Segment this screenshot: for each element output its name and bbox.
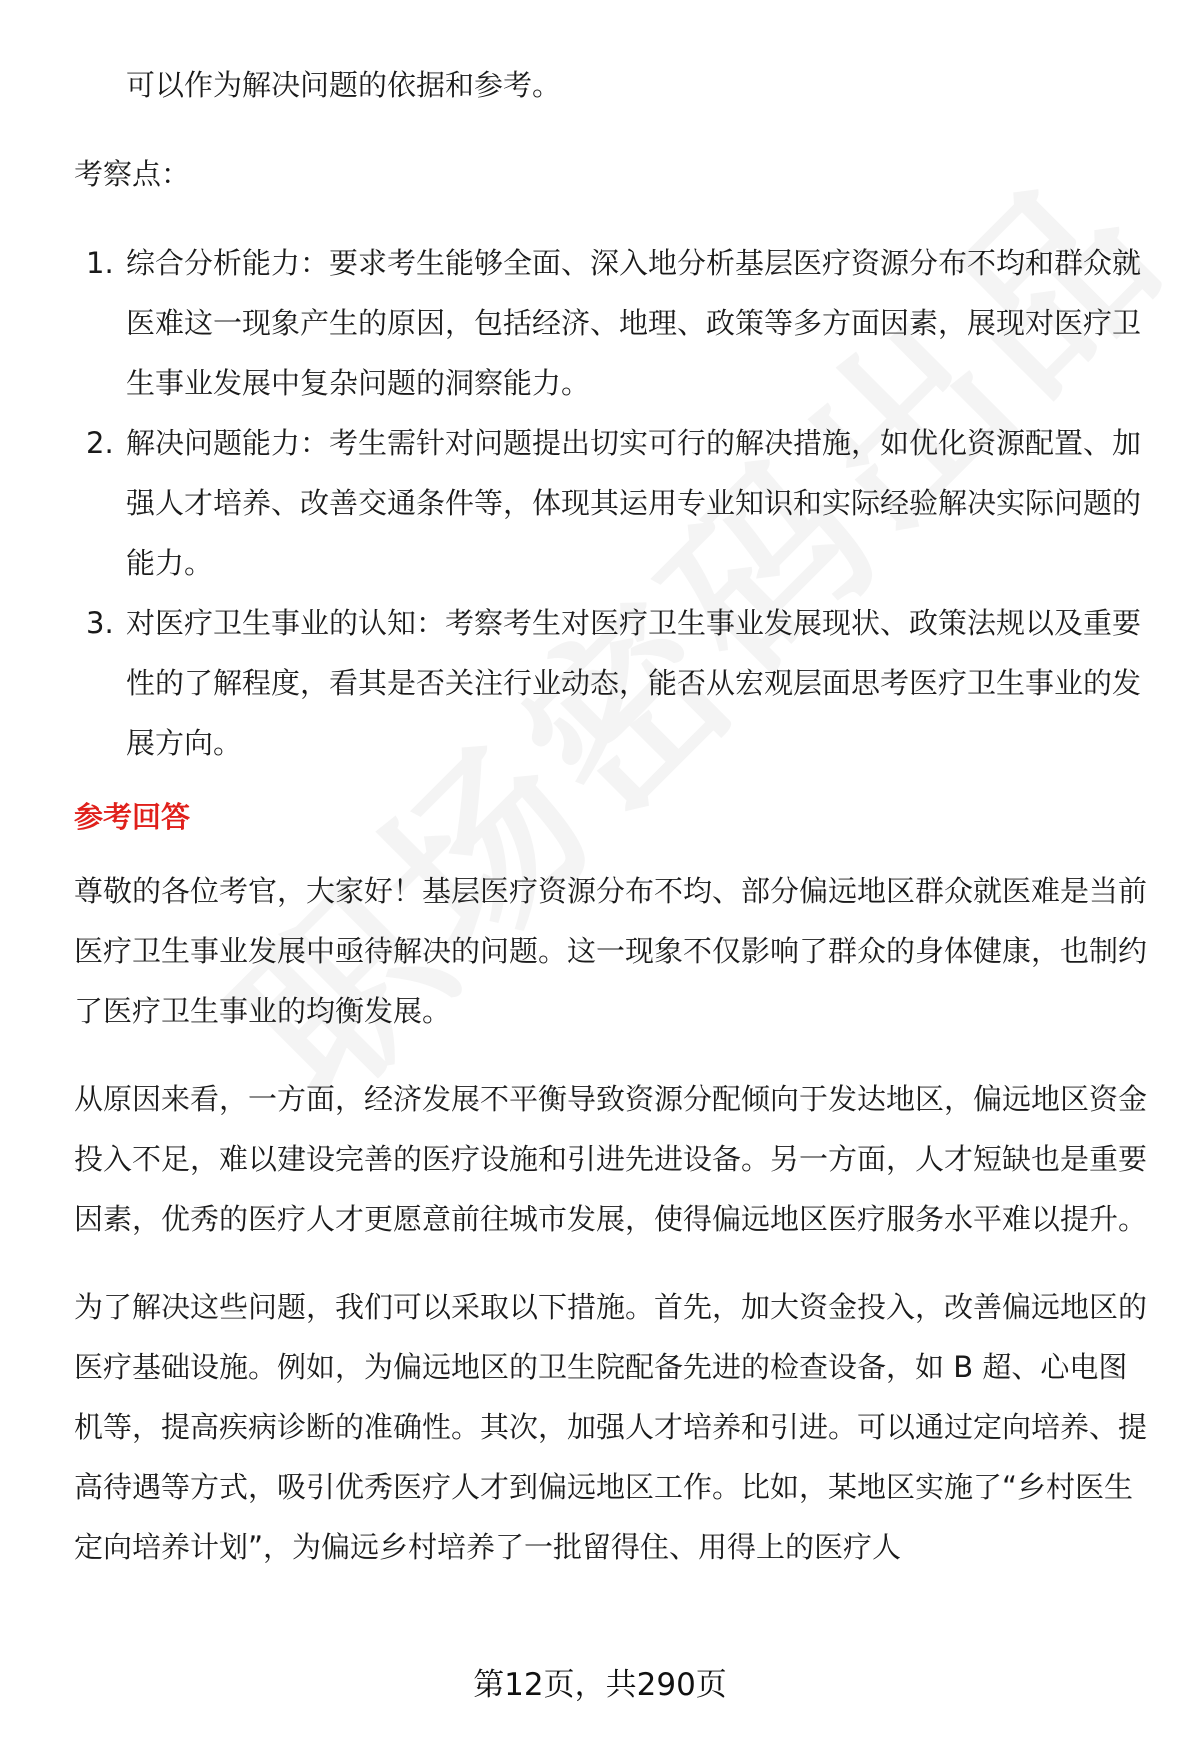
page-number: 第12页，共290页 [473,1667,727,1703]
list-item [74,413,1154,593]
page-content [74,55,1154,1577]
list-item-number: 2. [86,426,114,460]
list-item-text: 对医疗卫生事业的认知：考察考生对医疗卫生事业发展现状、政策法规以及重要性的了解程度，看其是否关注行业动态，能否从宏观层面思考医疗卫生事业的发展方向。 [126,606,1142,760]
list-item-number: 1. [86,246,114,280]
answer-paragraph: 为了解决这些问题，我们可以采取以下措施。首先，加大资金投入，改善偏远地区的医疗基础设施。例如，为偏远地区的卫生院配备先进的检查设备，如 B 超、心电图机等，提高疾病诊断的准确性。其次，加强人才培养和引进。可以通过定向培养、提高待遇等方式，吸引优秀医疗人才到偏远地区工作。比如，某地区实施了“乡村医生定向培养计划”，为偏远乡村培养了一批留得住、用得上的医疗人 [74,1290,1148,1564]
list-item-number: 3. [86,606,114,640]
list-item-text: 综合分析能力：要求考生能够全面、深入地分析基层医疗资源分布不均和群众就医难这一现象产生的原因，包括经济、地理、政策等多方面因素，展现对医疗卫生事业发展中复杂问题的洞察能力。 [126,246,1142,400]
answer-paragraph: 尊敬的各位考官，大家好！基层医疗资源分布不均、部分偏远地区群众就医难是当前医疗卫生事业发展中亟待解决的问题。这一现象不仅影响了群众的身体健康，也制约了医疗卫生事业的均衡发展。 [74,874,1148,1028]
list-item [74,233,1154,413]
answer-paragraph: 从原因来看，一方面，经济发展不平衡导致资源分配倾向于发达地区，偏远地区资金投入不足，难以建设完善的医疗设施和引进先进设备。另一方面，人才短缺也是重要因素，优秀的医疗人才更愿意前往城市发展，使得偏远地区医疗服务水平难以提升。 [74,1082,1148,1236]
intro-line: 可以作为解决问题的依据和参考。 [126,68,562,102]
list-item-text: 解决问题能力：考生需针对问题提出切实可行的解决措施，如优化资源配置、加强人才培养、改善交通条件等，体现其运用专业知识和实际经验解决实际问题的能力。 [126,426,1142,580]
list-item [74,593,1154,773]
exam-points-heading: 考察点： [74,157,191,191]
answer-heading: 参考回答 [74,800,191,834]
exam-points-list [74,233,1154,773]
